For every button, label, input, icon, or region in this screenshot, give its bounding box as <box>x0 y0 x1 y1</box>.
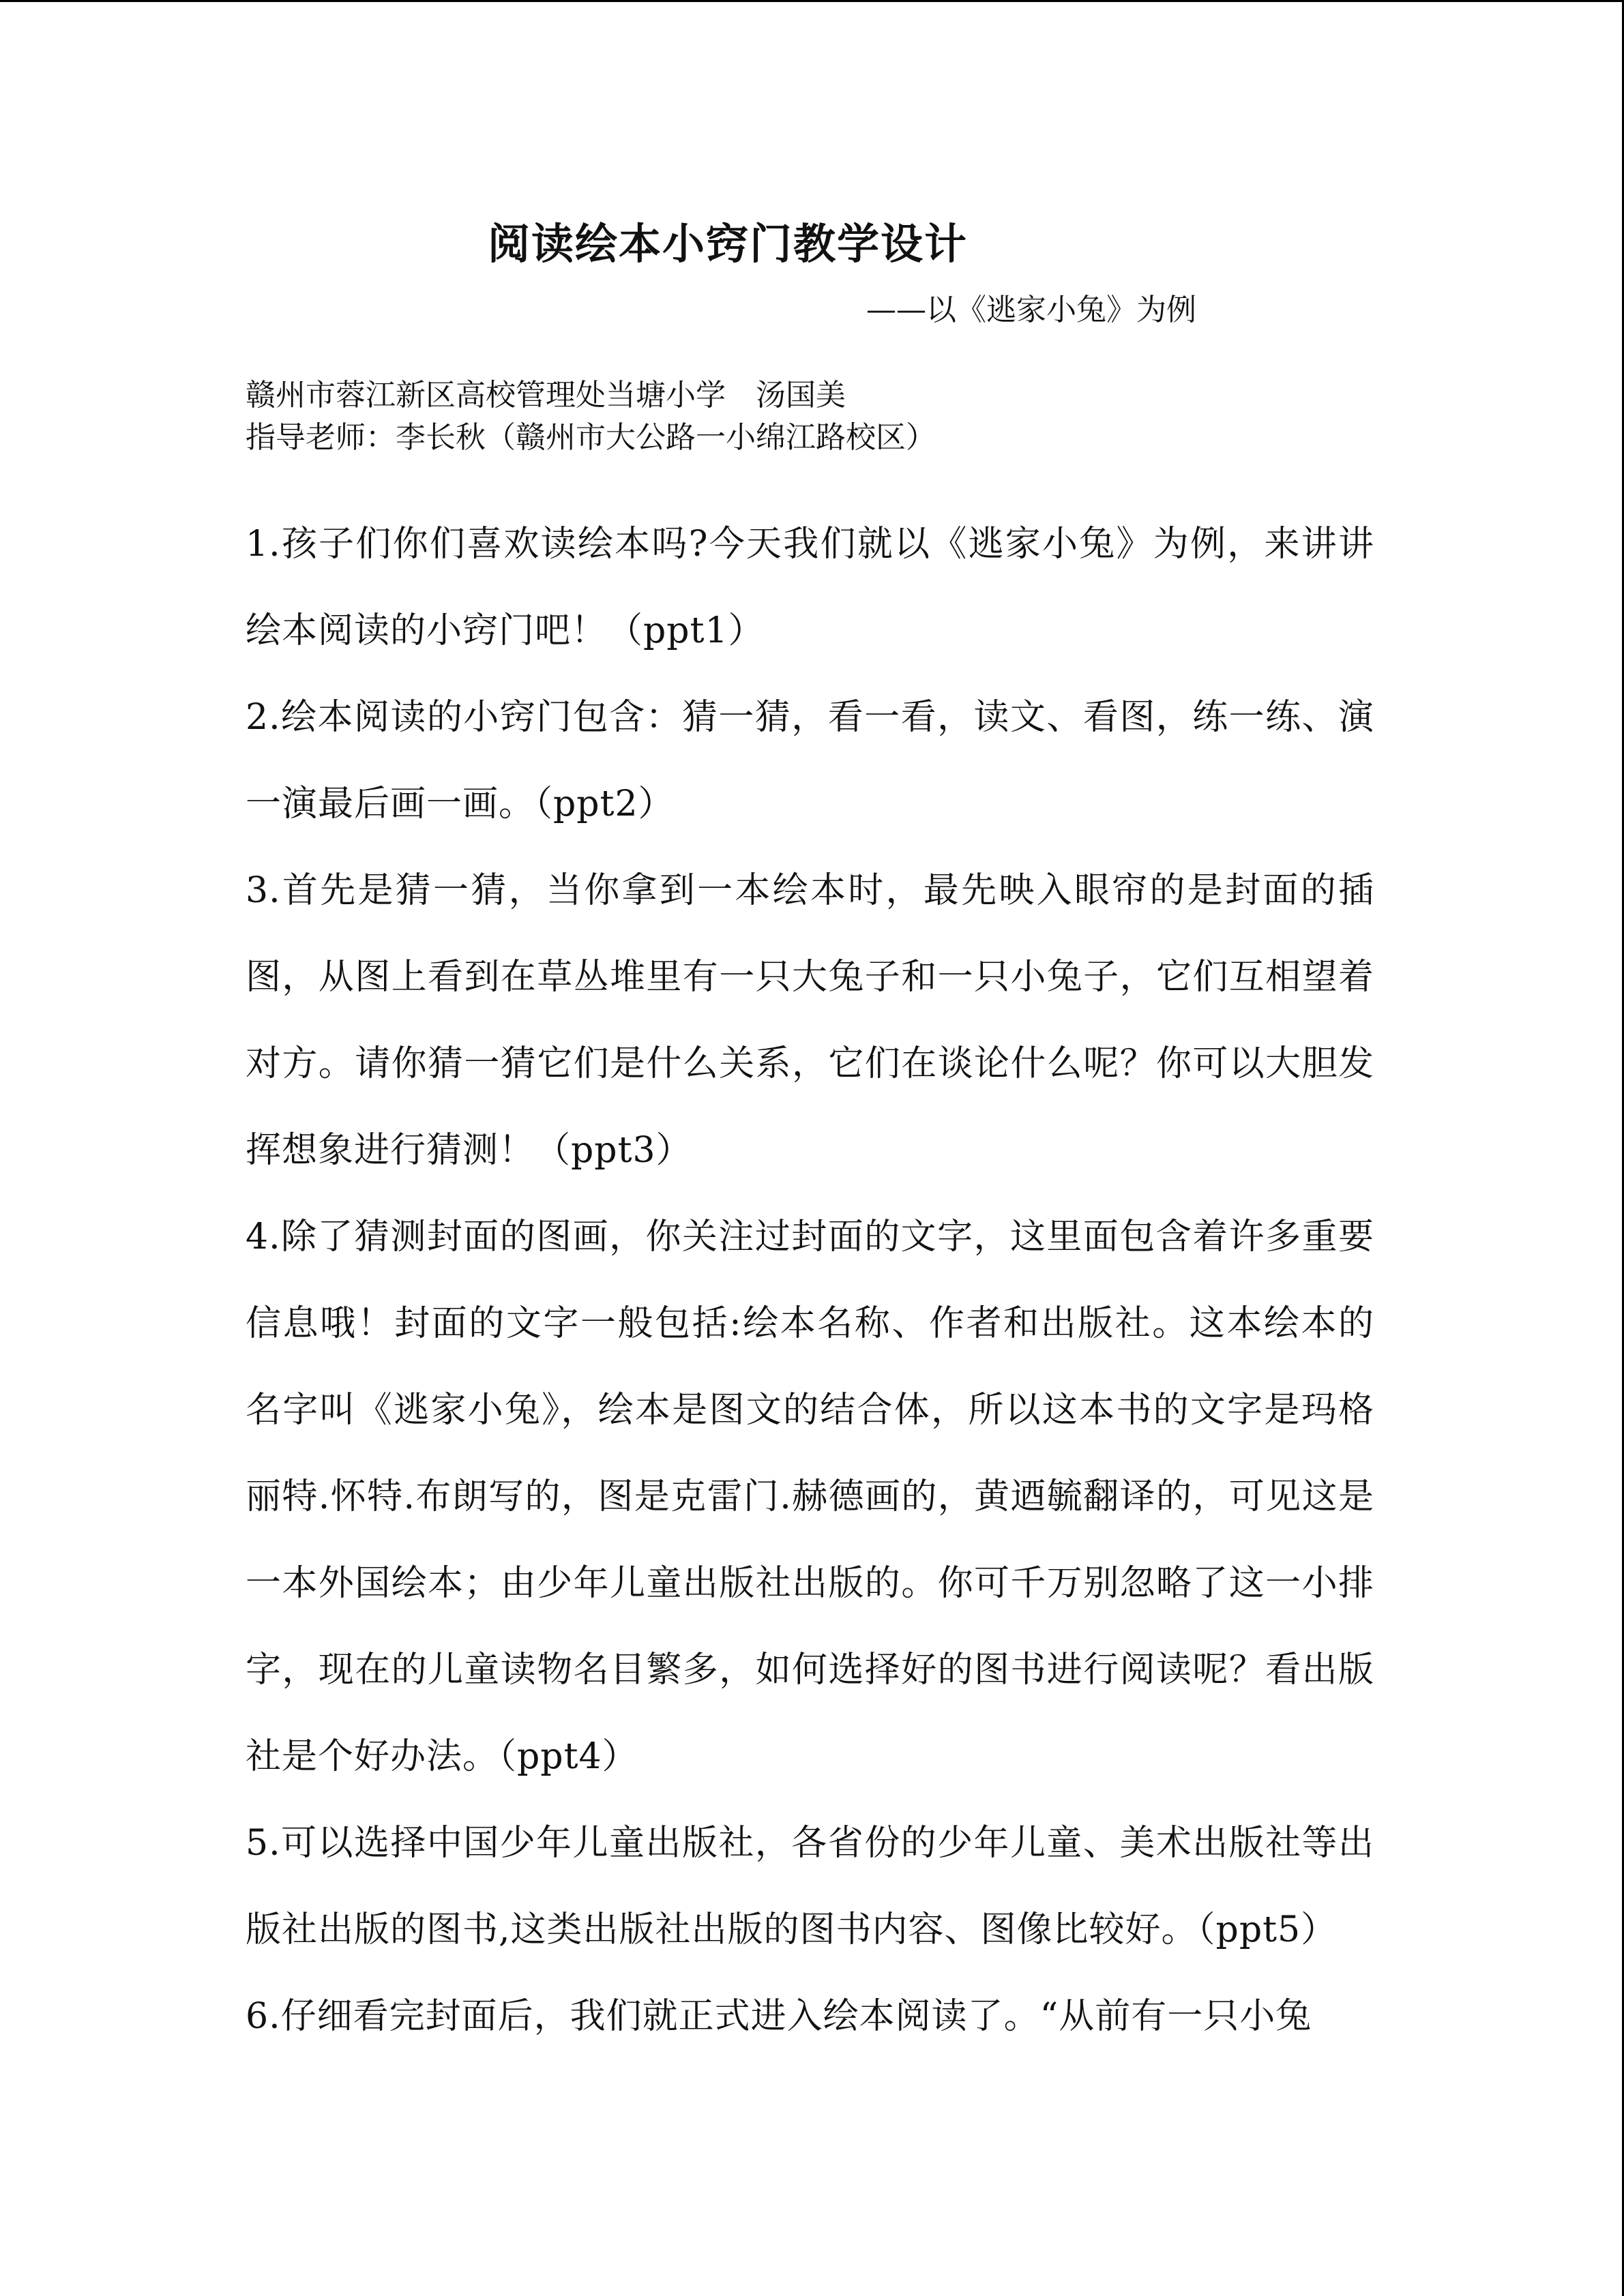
advisor-line: 指导老师：李长秋（赣州市大公路一小绵江路校区） <box>246 420 936 455</box>
page-top-border <box>0 0 1624 2</box>
document-body <box>246 501 1374 2060</box>
paragraph-5: 5.可以选择中国少年儿童出版社，各省份的少年儿童、美术出版社等出版社出版的图书,这类出版社出版的图书内容、图像比较好。（ppt5） <box>246 1823 1374 1950</box>
paragraph-2: 2.绘本阅读的小窍门包含：猜一猜，看一看，读文、看图，练一练、演一演最后画一画。（ppt2） <box>246 697 1374 824</box>
document-subtitle: ——以《逃家小兔》为例 <box>866 293 1196 327</box>
author-line: 赣州市蓉江新区高校管理处当塘小学 汤国美 <box>246 378 846 413</box>
paragraph-4: 4.除了猜测封面的图画，你关注过封面的文字，这里面包含着许多重要信息哦！封面的文字一般包括:绘本名称、作者和出版社。这本绘本的名字叫《逃家小兔》，绘本是图文的结合体，所以这本书的文字是玛格丽特.怀特.布朗写的，图是克雷门.赫德画的，黄迺毓翻译的，可见这是一本外国绘本；由少年儿童出版社出版的。你可千万别忽略了这一小排字，现在的儿童读物名目繁多，如何选择好的图书进行阅读呢？看出版社是个好办法。（ppt4） <box>246 1217 1374 1777</box>
paragraph-3: 3.首先是猜一猜，当你拿到一本绘本时，最先映入眼帘的是封面的插图，从图上看到在草丛堆里有一只大兔子和一只小兔子，它们互相望着对方。请你猜一猜它们是什么关系，它们在谈论什么呢？你可以大胆发挥想象进行猜测！（ppt3） <box>246 870 1374 1171</box>
paragraph-1: 1.孩子们你们喜欢读绘本吗?今天我们就以《逃家小兔》为例，来讲讲绘本阅读的小窍门吧！（ppt1） <box>246 524 1374 651</box>
paragraph-6: 6.仔细看完封面后，我们就正式进入绘本阅读了。“从前有一只小兔 <box>246 1996 1312 2037</box>
document-title: 阅读绘本小窍门教学设计 <box>488 219 969 269</box>
